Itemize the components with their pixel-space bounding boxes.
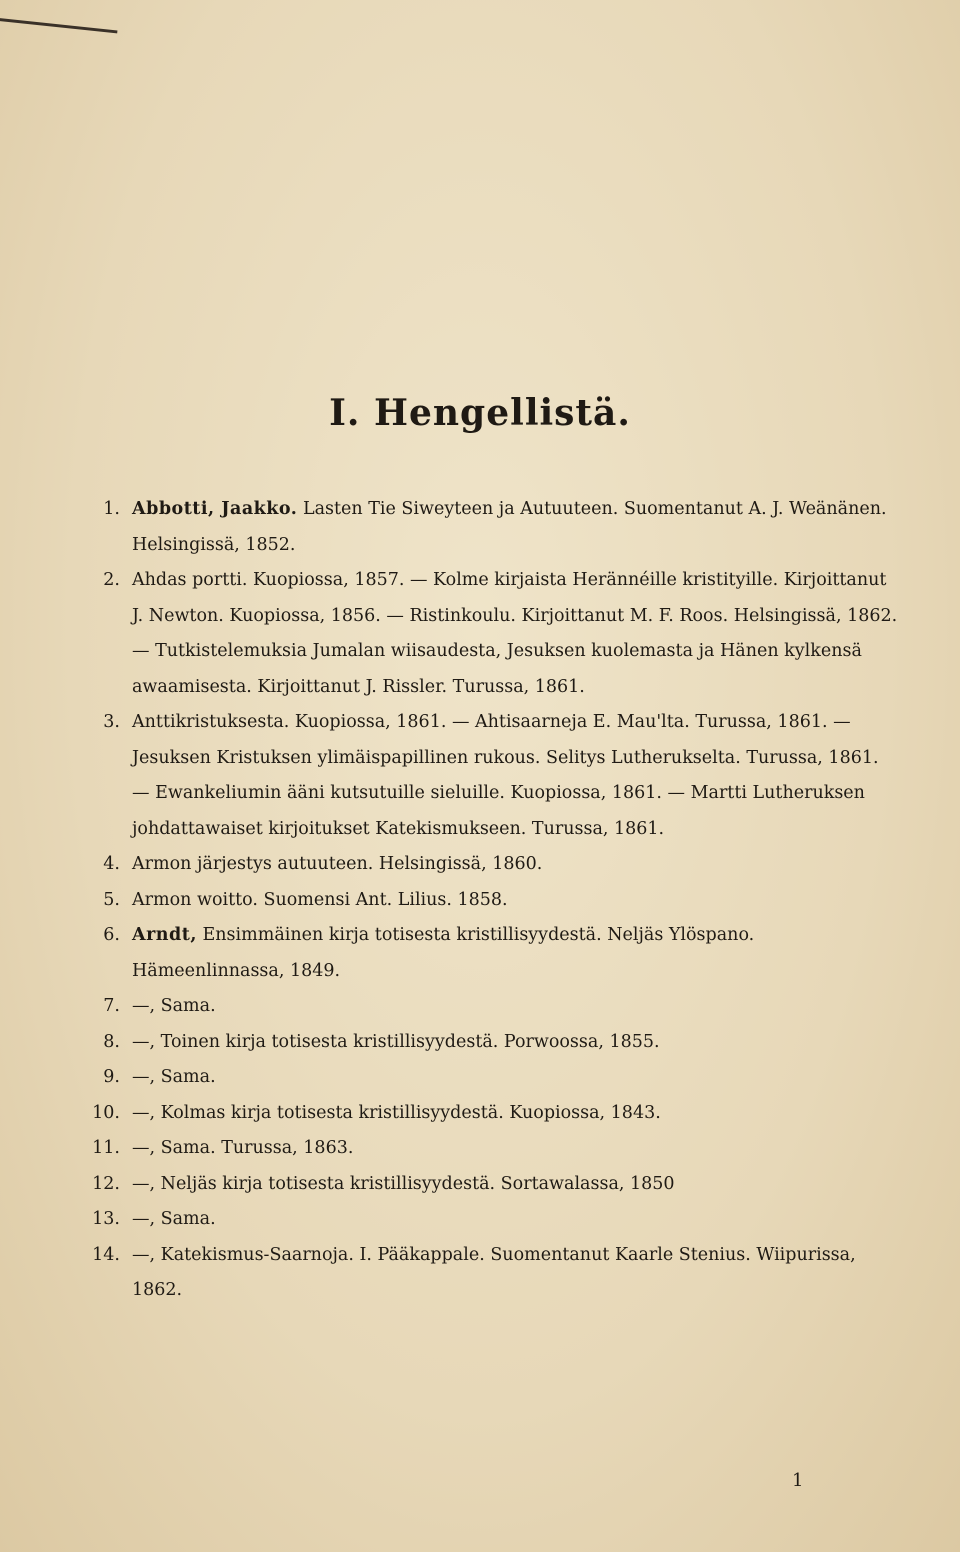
entry-number: 13. bbox=[92, 1209, 120, 1229]
list-item bbox=[80, 1167, 900, 1203]
list-item bbox=[80, 883, 900, 919]
entry-number: 5. bbox=[103, 889, 120, 910]
entry-number: 6. bbox=[103, 925, 120, 945]
list-item bbox=[80, 1025, 900, 1061]
entry-number: 12. bbox=[92, 1173, 120, 1194]
entry-text: —, Sama. bbox=[132, 996, 216, 1016]
entry-text: —, Sama. bbox=[132, 1209, 216, 1229]
list-item bbox=[80, 989, 900, 1025]
list-item bbox=[80, 1096, 900, 1132]
scan-edge-mark bbox=[0, 0, 119, 33]
entry-text: Anttikristuksesta. Kuopiossa, 1861. — Ahtisaarneja E. Mau'lta. Turussa, 1861. — Jesuksen Kristuksen ylimäispapillinen rukous. Selitys Lutherukselta. Turussa, 1861. — Ewankeliumin ääni kutsutuille sieluille. Kuopiossa, 1861. — Martti Lutheruksen johdattawaiset kirjoitukset Katekismukseen. Turussa, 1861. bbox=[132, 712, 879, 839]
entry-number: 7. bbox=[103, 996, 120, 1016]
entry-text: Armon woitto. Suomensi Ant. Lilius. 1858. bbox=[132, 889, 508, 910]
entry-text: —, Neljäs kirja totisesta kristillisyydestä. Sortawalassa, 1850 bbox=[132, 1173, 675, 1194]
list-item bbox=[80, 1202, 900, 1238]
list-item bbox=[80, 563, 900, 705]
entry-number: 14. bbox=[92, 1244, 120, 1265]
entry-number: 2. bbox=[103, 570, 120, 590]
entry-number: 11. bbox=[92, 1138, 120, 1158]
entry-text: Ensimmäinen kirja totisesta kristillisyydestä. Neljäs Ylöspano. Hämeenlinnassa, 1849. bbox=[132, 925, 755, 981]
list-item bbox=[80, 705, 900, 847]
entry-text: —, Katekismus-Saarnoja. I. Pääkappale. Suomentanut Kaarle Stenius. Wiipurissa, 1862. bbox=[132, 1244, 856, 1300]
entry-number: 3. bbox=[103, 712, 120, 732]
entry-number: 10. bbox=[92, 1102, 120, 1123]
entry-number: 4. bbox=[103, 854, 120, 874]
entry-text: Armon järjestys autuuteen. Helsingissä, 1860. bbox=[132, 854, 543, 874]
entry-text: Ahdas portti. Kuopiossa, 1857. — Kolme kirjaista Herännéille kristityille. Kirjoittanut J. Newton. Kuopiossa, 1856. — Ristinkoulu. Kirjoittanut M. F. Roos. Helsingissä, 1862. — Tutkistelemuksia Jumalan wiisaudesta, Jesuksen kuolemasta ja Hänen kylkensä awaamisesta. Kirjoittanut J. Rissler. Turussa, 1861. bbox=[132, 570, 898, 697]
section-heading: I. Hengellistä. bbox=[329, 392, 631, 434]
entry-number: 9. bbox=[103, 1067, 120, 1087]
entry-text: —, Sama. Turussa, 1863. bbox=[132, 1138, 354, 1158]
list-item bbox=[80, 918, 900, 989]
page-number: 1 bbox=[792, 1470, 804, 1491]
entry-text: —, Kolmas kirja totisesta kristillisyydestä. Kuopiossa, 1843. bbox=[132, 1102, 661, 1123]
list-item bbox=[80, 1238, 900, 1309]
list-item bbox=[80, 492, 900, 563]
entry-text: —, Toinen kirja totisesta kristillisyydestä. Porwoossa, 1855. bbox=[132, 1031, 660, 1052]
entry-text: Lasten Tie Siweyteen ja Autuuteen. Suomentanut A. J. Weänänen. Helsingissä, 1852. bbox=[132, 499, 887, 555]
entry-author: Arndt, bbox=[132, 925, 197, 945]
entry-author: Abbotti, Jaakko. bbox=[132, 499, 298, 519]
list-item bbox=[80, 1060, 900, 1096]
entry-number: 8. bbox=[103, 1031, 120, 1052]
list-item bbox=[80, 1131, 900, 1167]
entry-number: 1. bbox=[103, 499, 120, 519]
entry-text: —, Sama. bbox=[132, 1067, 216, 1087]
bibliography-list bbox=[80, 492, 900, 1309]
list-item bbox=[80, 847, 900, 883]
